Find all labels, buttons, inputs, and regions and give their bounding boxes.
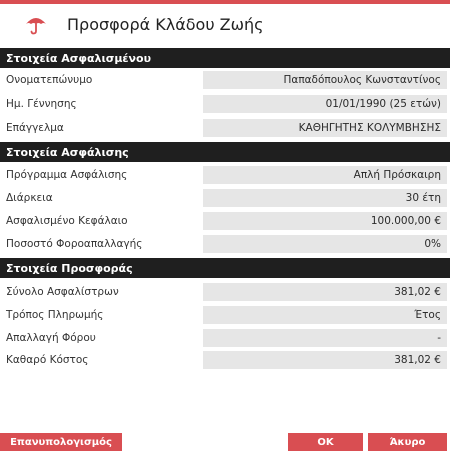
field-row-tax-exemption-rate	[0, 234, 450, 254]
field-row-net-cost	[0, 350, 450, 370]
field-label: Επάγγελμα	[6, 122, 64, 134]
field-row-occupation	[0, 118, 450, 138]
field-label: Απαλλαγή Φόρου	[6, 332, 96, 344]
section-header-insured: Στοιχεία Ασφαλισμένου	[0, 48, 450, 68]
field-row-birthdate	[0, 94, 450, 114]
dialog-title: Προσφορά Κλάδου Ζωής	[67, 14, 264, 34]
field-value: Παπαδόπουλος Κωνσταντίνος	[203, 71, 447, 89]
field-row-total-premium	[0, 282, 450, 302]
field-label: Ημ. Γέννησης	[6, 98, 77, 110]
field-label: Τρόπος Πληρωμής	[6, 309, 104, 321]
field-label: Σύνολο Ασφαλίστρων	[6, 286, 119, 298]
field-row-payment-method	[0, 305, 450, 325]
field-label: Ποσοστό Φοροαπαλλαγής	[6, 238, 143, 250]
dialog-header	[0, 4, 450, 44]
field-value: 100.000,00 €	[203, 212, 447, 230]
field-label: Ονοματεπώνυμο	[6, 74, 93, 86]
section-header-offer: Στοιχεία Προσφοράς	[0, 258, 450, 278]
field-row-program	[0, 165, 450, 185]
field-row-tax-exemption	[0, 328, 450, 348]
field-label: Πρόγραμμα Ασφάλισης	[6, 169, 128, 181]
umbrella-icon	[23, 11, 49, 37]
cancel-button[interactable]: Άκυρο	[368, 433, 447, 451]
field-value: Απλή Πρόσκαιρη	[203, 166, 447, 184]
field-value: ΚΑΘΗΓΗΤΗΣ ΚΟΛΥΜΒΗΣΗΣ	[203, 119, 447, 137]
field-row-insured-capital	[0, 211, 450, 231]
field-value: Έτος	[203, 306, 447, 324]
dialog-footer	[0, 424, 450, 470]
field-value: 0%	[203, 235, 447, 253]
field-value: 30 έτη	[203, 189, 447, 207]
field-value: 381,02 €	[203, 283, 447, 301]
recalculate-button[interactable]: Επανυπολογισμός	[0, 433, 122, 451]
field-value: 381,02 €	[203, 351, 447, 369]
field-label: Ασφαλισμένο Κεφάλαιο	[6, 215, 128, 227]
field-value: -	[203, 329, 447, 347]
field-label: Καθαρό Κόστος	[6, 354, 89, 366]
section-header-insurance: Στοιχεία Ασφάλισης	[0, 142, 450, 162]
field-value: 01/01/1990 (25 ετών)	[203, 95, 447, 113]
field-row-duration	[0, 188, 450, 208]
field-row-fullname	[0, 70, 450, 90]
field-label: Διάρκεια	[6, 192, 53, 204]
ok-button[interactable]: ΟΚ	[288, 433, 363, 451]
